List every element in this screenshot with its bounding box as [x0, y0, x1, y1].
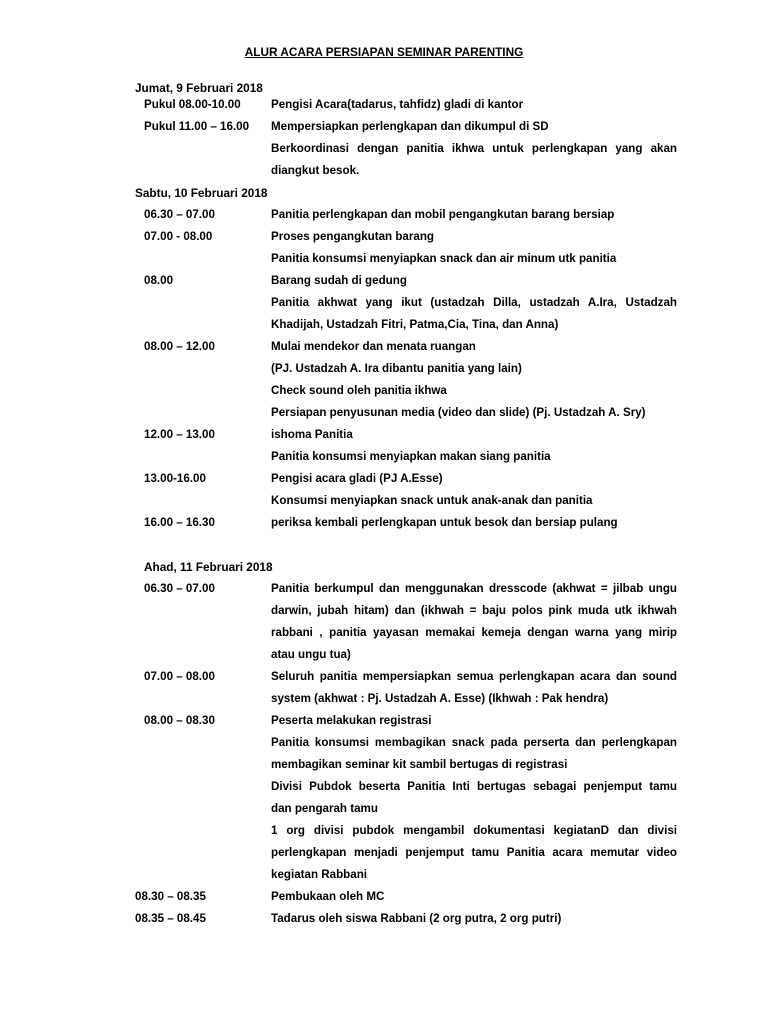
time-label: 16.00 – 16.30: [144, 516, 215, 529]
activity-line: Berkoordinasi dengan panitia ikhwa untuk perlengkapan yang akan: [271, 142, 677, 155]
activity-line: diangkut besok.: [271, 164, 360, 177]
day-heading-ahad: Ahad, 11 Februari 2018: [144, 560, 273, 574]
activity-line: (PJ. Ustadzah A. Ira dibantu panitia yang lain): [271, 362, 522, 375]
time-label: 08.00 – 08.30: [144, 714, 215, 727]
activity-line: dan pengarah tamu: [271, 802, 378, 815]
time-label: 08.30 – 08.35: [135, 890, 206, 903]
activity-line: Panitia perlengkapan dan mobil pengangkutan barang bersiap: [271, 208, 615, 221]
activity-line: perlengkapan menjadi penjemput tamu Panitia acara memutar video: [271, 846, 677, 859]
activity-line: darwin, jubah hitam) dan (ikhwah = baju polos pink muda utk ikhwah: [271, 604, 677, 617]
time-label: 08.00: [144, 274, 174, 287]
activity-line: Seluruh panitia mempersiapkan semua perlengkapan acara dan sound: [271, 670, 677, 683]
activity-line: Khadijah, Ustadzah Fitri, Patma,Cia, Tina, dan Anna): [271, 318, 559, 331]
time-label: 08.00 – 12.00: [144, 340, 215, 353]
time-label: Pukul 11.00 – 16.00: [144, 120, 250, 133]
activity-line: Barang sudah di gedung: [271, 274, 407, 287]
activity-line: Panitia konsumsi membagikan snack pada perserta dan perlengkapan: [271, 736, 677, 749]
activity-line: ishoma Panitia: [271, 428, 353, 441]
activity-line: Panitia konsumsi menyiapkan makan siang panitia: [271, 450, 551, 463]
activity-line: Panitia akhwat yang ikut (ustadzah Dilla, ustadzah A.Ira, Ustadzah: [271, 296, 677, 309]
activity-line: Pengisi Acara(tadarus, tahfidz) gladi di kantor: [271, 98, 524, 111]
activity-line: membagikan seminar kit sambil bertugas di registrasi: [271, 758, 568, 771]
page-title: ALUR ACARA PERSIAPAN SEMINAR PARENTING: [244, 45, 524, 59]
activity-line: kegiatan Rabbani: [271, 868, 367, 881]
time-label: 06.30 – 07.00: [144, 582, 215, 595]
activity-line: Mempersiapkan perlengkapan dan dikumpul di SD: [271, 120, 549, 133]
activity-line: Peserta melakukan registrasi: [271, 714, 432, 727]
activity-line: Pengisi acara gladi (PJ A.Esse): [271, 472, 443, 485]
day-heading-jumat: Jumat, 9 Februari 2018: [135, 81, 263, 95]
activity-line: Check sound oleh panitia ikhwa: [271, 384, 447, 397]
activity-line: periksa kembali perlengkapan untuk besok dan bersiap pulang: [271, 516, 618, 529]
time-label: 07.00 – 08.00: [144, 670, 215, 683]
time-label: 07.00 - 08.00: [144, 230, 213, 243]
time-label: 12.00 – 13.00: [144, 428, 215, 441]
activity-line: Mulai mendekor dan menata ruangan: [271, 340, 476, 353]
time-label: 13.00-16.00: [144, 472, 206, 485]
time-label: 08.35 – 08.45: [135, 912, 206, 925]
activity-line: Panitia konsumsi menyiapkan snack dan air minum utk panitia: [271, 252, 617, 265]
activity-line: Divisi Pubdok beserta Panitia Inti bertugas sebagai penjemput tamu: [271, 780, 677, 793]
activity-line: Panitia berkumpul dan menggunakan dresscode (akhwat = jilbab ungu: [271, 582, 677, 595]
time-label: Pukul 08.00-10.00: [144, 98, 241, 111]
activity-line: Pembukaan oleh MC: [271, 890, 385, 903]
activity-line: atau ungu tua): [271, 648, 351, 661]
activity-line: Persiapan penyusunan media (video dan slide) (Pj. Ustadzah A. Sry): [271, 406, 646, 419]
activity-line: Proses pengangkutan barang: [271, 230, 434, 243]
activity-line: Konsumsi menyiapkan snack untuk anak-anak dan panitia: [271, 494, 593, 507]
activity-line: Tadarus oleh siswa Rabbani (2 org putra, 2 org putri): [271, 912, 562, 925]
activity-line: rabbani , panitia yayasan memakai kemeja dengan warna yang mirip: [271, 626, 677, 639]
activity-line: system (akhwat : Pj. Ustadzah A. Esse) (Ikhwah : Pak hendra): [271, 692, 609, 705]
activity-line: 1 org divisi pubdok mengambil dokumentasi kegiatanD dan divisi: [271, 824, 677, 837]
day-heading-sabtu: Sabtu, 10 Februari 2018: [135, 186, 268, 200]
time-label: 06.30 – 07.00: [144, 208, 215, 221]
